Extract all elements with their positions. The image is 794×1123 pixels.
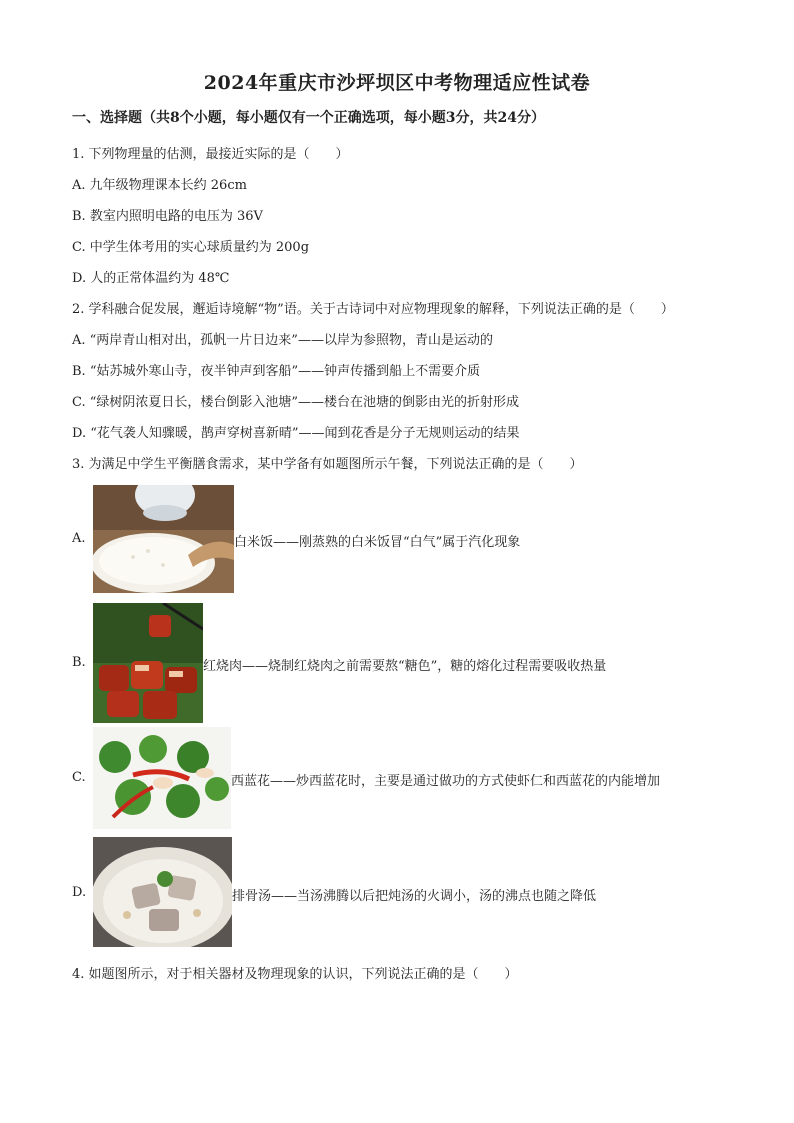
q2-option-b: B. “姑苏城外寒山寺，夜半钟声到客船”——钟声传播到船上不需要介质	[72, 364, 481, 379]
q3-option-a-text: 白米饭——刚蒸熟的白米饭冒“白气”属于汽化现象	[234, 535, 521, 550]
q2-option-d: D. “花气袭人知骤暖，鹊声穿树喜新晴”——闻到花香是分子无规则运动的结果	[72, 426, 520, 441]
q3-option-d	[72, 837, 722, 947]
q3-option-b	[72, 603, 722, 723]
q1-option-c: C. 中学生体考用的实心球质量约为 200g	[72, 240, 310, 255]
q3-option-d-text: 排骨汤——当汤沸腾以后把炖汤的火调小，汤的沸点也随之降低	[232, 889, 597, 904]
page-title: 2024年重庆市沙坪坝区中考物理适应性试卷	[203, 72, 591, 94]
q3-option-c	[72, 727, 722, 829]
q2-option-c: C. “绿树阴浓夏日长，楼台倒影入池塘”——楼台在池塘的倒影由光的折射形成	[72, 395, 520, 410]
q3-stem: 3. 为满足中学生平衡膳食需求，某中学备有如题图所示午餐，下列说法正确的是（ ）	[72, 457, 583, 472]
braised-pork-photo	[93, 603, 203, 723]
q1-option-d: D. 人的正常体温约为 48℃	[72, 271, 230, 286]
q1-option-a: A. 九年级物理课本长约 26cm	[72, 178, 247, 193]
q3-option-b-label: B.	[72, 655, 86, 670]
broccoli-photo	[93, 727, 231, 829]
section-heading: 一、选择题（共8个小题，每小题仅有一个正确选项，每小题3分，共24分）	[72, 110, 545, 126]
q2-stem: 2. 学科融合促发展，邂逅诗境解“物”语。关于古诗词中对应物理现象的解释，下列说法正确的是（ ）	[72, 302, 674, 317]
rice-photo	[93, 485, 234, 593]
q3-option-b-text: 红烧肉——烧制红烧肉之前需要熬“糖色”，糖的熔化过程需要吸收热量	[203, 659, 607, 674]
q2-option-a: A. “两岸青山相对出，孤帆一片日边来”——以岸为参照物，青山是运动的	[72, 333, 493, 348]
q3-option-c-label: C.	[72, 770, 86, 785]
q3-option-c-text: 西蓝花——炒西蓝花时，主要是通过做功的方式使虾仁和西蓝花的内能增加	[231, 774, 661, 789]
q4-stem: 4. 如题图所示，对于相关器材及物理现象的认识，下列说法正确的是（ ）	[72, 967, 518, 982]
rib-soup-photo	[93, 837, 232, 947]
q3-option-a	[72, 485, 722, 593]
q3-option-d-label: D.	[72, 885, 87, 900]
q3-option-a-label: A.	[72, 531, 86, 546]
q1-stem: 1. 下列物理量的估测，最接近实际的是（ ）	[72, 147, 349, 162]
q1-option-b: B. 教室内照明电路的电压为 36V	[72, 209, 263, 224]
